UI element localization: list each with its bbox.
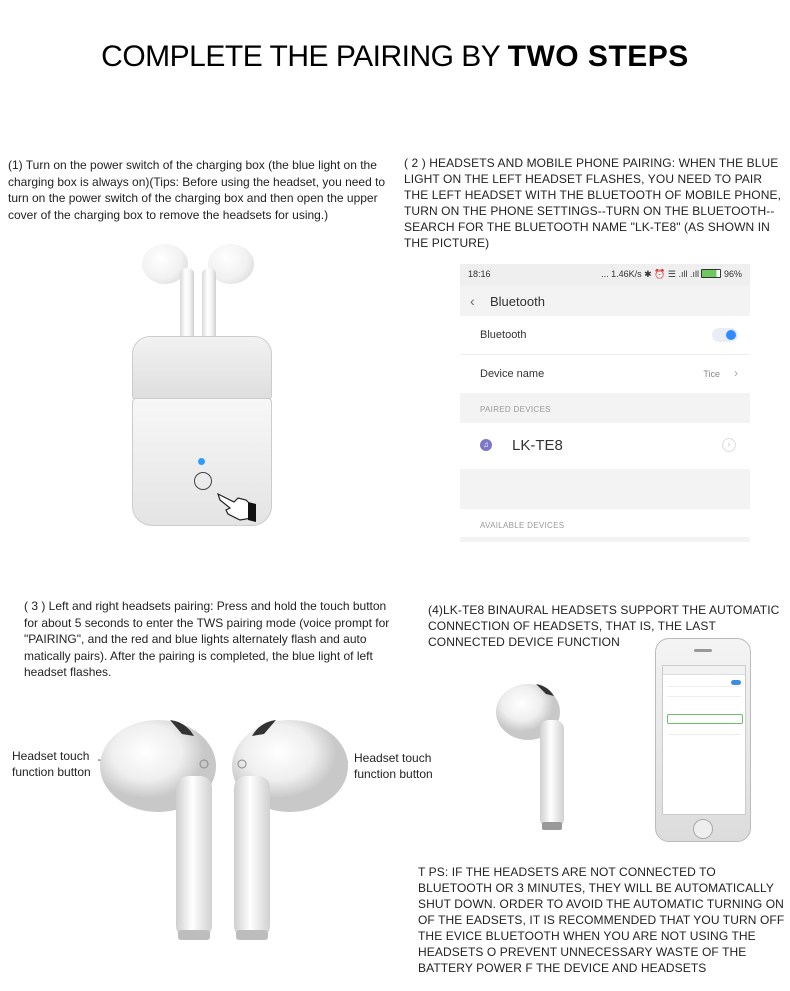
- charging-case-illustration: [130, 238, 280, 538]
- bluetooth-toggle-switch[interactable]: [712, 328, 738, 342]
- device-name-row[interactable]: [460, 354, 750, 393]
- available-devices-section: [460, 509, 750, 537]
- back-arrow-icon[interactable]: ‹: [470, 293, 475, 309]
- step4-text: (4)LK-TE8 BINAURAL HEADSETS SUPPORT THE AUTOMATIC CONNECTION OF HEADSETS, THAT IS, THE LAST CONNECTED DEVICE FUNCTION: [428, 603, 780, 649]
- mini-row: [667, 728, 741, 735]
- status-time: 18:16: [468, 269, 491, 279]
- blue-light-indicator: [198, 458, 205, 465]
- bluetooth-header-title: Bluetooth: [490, 294, 545, 309]
- bluetooth-settings-screenshot: [460, 264, 750, 542]
- status-indicators: [601, 269, 742, 280]
- mini-phone-screen: [662, 665, 746, 815]
- phone-speaker: [694, 649, 712, 652]
- pressing-hand-icon: [216, 488, 252, 518]
- title-part2: TWO STEPS: [507, 40, 689, 73]
- mini-row: [667, 680, 741, 687]
- device-info-icon[interactable]: ›: [722, 438, 736, 452]
- bluetooth-toggle-row[interactable]: [460, 316, 750, 354]
- large-earbuds-illustration: [98, 714, 348, 944]
- toggle-knob: [726, 330, 736, 340]
- power-switch-button[interactable]: [194, 472, 212, 490]
- touch-label-right: Headset touch function button: [354, 751, 433, 781]
- mini-paired-row: [667, 714, 743, 724]
- single-earbud-illustration: [496, 680, 586, 832]
- step3-text: ( 3 ) Left and right headsets pairing: Press and hold the touch button for about 5 seconds to enter the TWS pairing mode (voice prompt for "PAIRING", and the red and blue lights alternately flash and auto matically pairs). After the pairing is completed, the blue light of left headset flashes.: [24, 599, 390, 679]
- device-name-value: Tice: [703, 369, 720, 379]
- status-bar: [460, 264, 750, 286]
- section-spacer: [460, 469, 750, 509]
- paired-devices-header: PAIRED DEVICES: [480, 405, 551, 414]
- page-title: [0, 40, 790, 74]
- touch-label-left: Headset touch function button: [12, 749, 91, 779]
- device-name-label: Device name: [480, 368, 545, 380]
- status-signal-text: ... 1.46K/s ✱ ⏰ ☰ .ıll .ıll: [601, 269, 699, 279]
- home-button: [693, 819, 713, 839]
- mini-phone-illustration: [655, 638, 751, 842]
- paired-device-row[interactable]: [460, 423, 750, 469]
- step2-text: ( 2 ) HEADSETS AND MOBILE PHONE PAIRING: WHEN THE BLUE LIGHT ON THE LEFT HEADSET FLASHES, YOU NEED TO PAIR THE LEFT HEADSET WITH THE BLUETOOTH OF MOBILE PHONE, TURN ON THE PHONE SETTINGS--TURN ON THE BLUETOOTH--SEARCH FOR THE BLUETOOTH NAME "LK-TE8" (AS SHOWN IN THE PICTURE): [404, 156, 782, 250]
- battery-percent: 96%: [723, 269, 742, 279]
- paired-devices-section: [460, 393, 750, 423]
- mini-row: [667, 690, 741, 697]
- bluetooth-header: [460, 286, 750, 316]
- mini-status: [663, 666, 745, 675]
- chevron-right-icon: ›: [734, 366, 738, 380]
- title-part1: COMPLETE THE PAIRING BY: [101, 40, 500, 73]
- paired-device-name: LK-TE8: [512, 437, 563, 454]
- mini-toggle: [731, 680, 741, 685]
- step1-text: (1) Turn on the power switch of the charging box (the blue light on the charging box is always on)(Tips: Before using the headset, you need to turn on the power switch of the charging box and then open the upper cover of the charging box to remove the headsets for using.): [8, 158, 386, 222]
- tips-text: T PS: IF THE HEADSETS ARE NOT CONNECTED TO BLUETOOTH OR 3 MINUTES, THEY WILL BE AUTOMATICALLY SHUT DOWN. ORDER TO AVOID THE AUTOMATIC TURNING ON OF THE EADSETS, IT IS RECOMMENDED THAT YOU TURN OFF THE EVICE BLUETOOTH WHEN YOU ARE NOT USING THE HEADSETS O PREVENT UNNECESSARY WASTE OF THE BATTERY POWER F THE DEVICE AND HEADSETS: [418, 865, 785, 975]
- headset-icon: ♫: [480, 439, 492, 451]
- bluetooth-toggle-label: Bluetooth: [480, 329, 527, 341]
- available-devices-header: AVAILABLE DEVICES: [480, 521, 565, 530]
- battery-icon: [701, 269, 721, 278]
- case-lid: [132, 336, 272, 400]
